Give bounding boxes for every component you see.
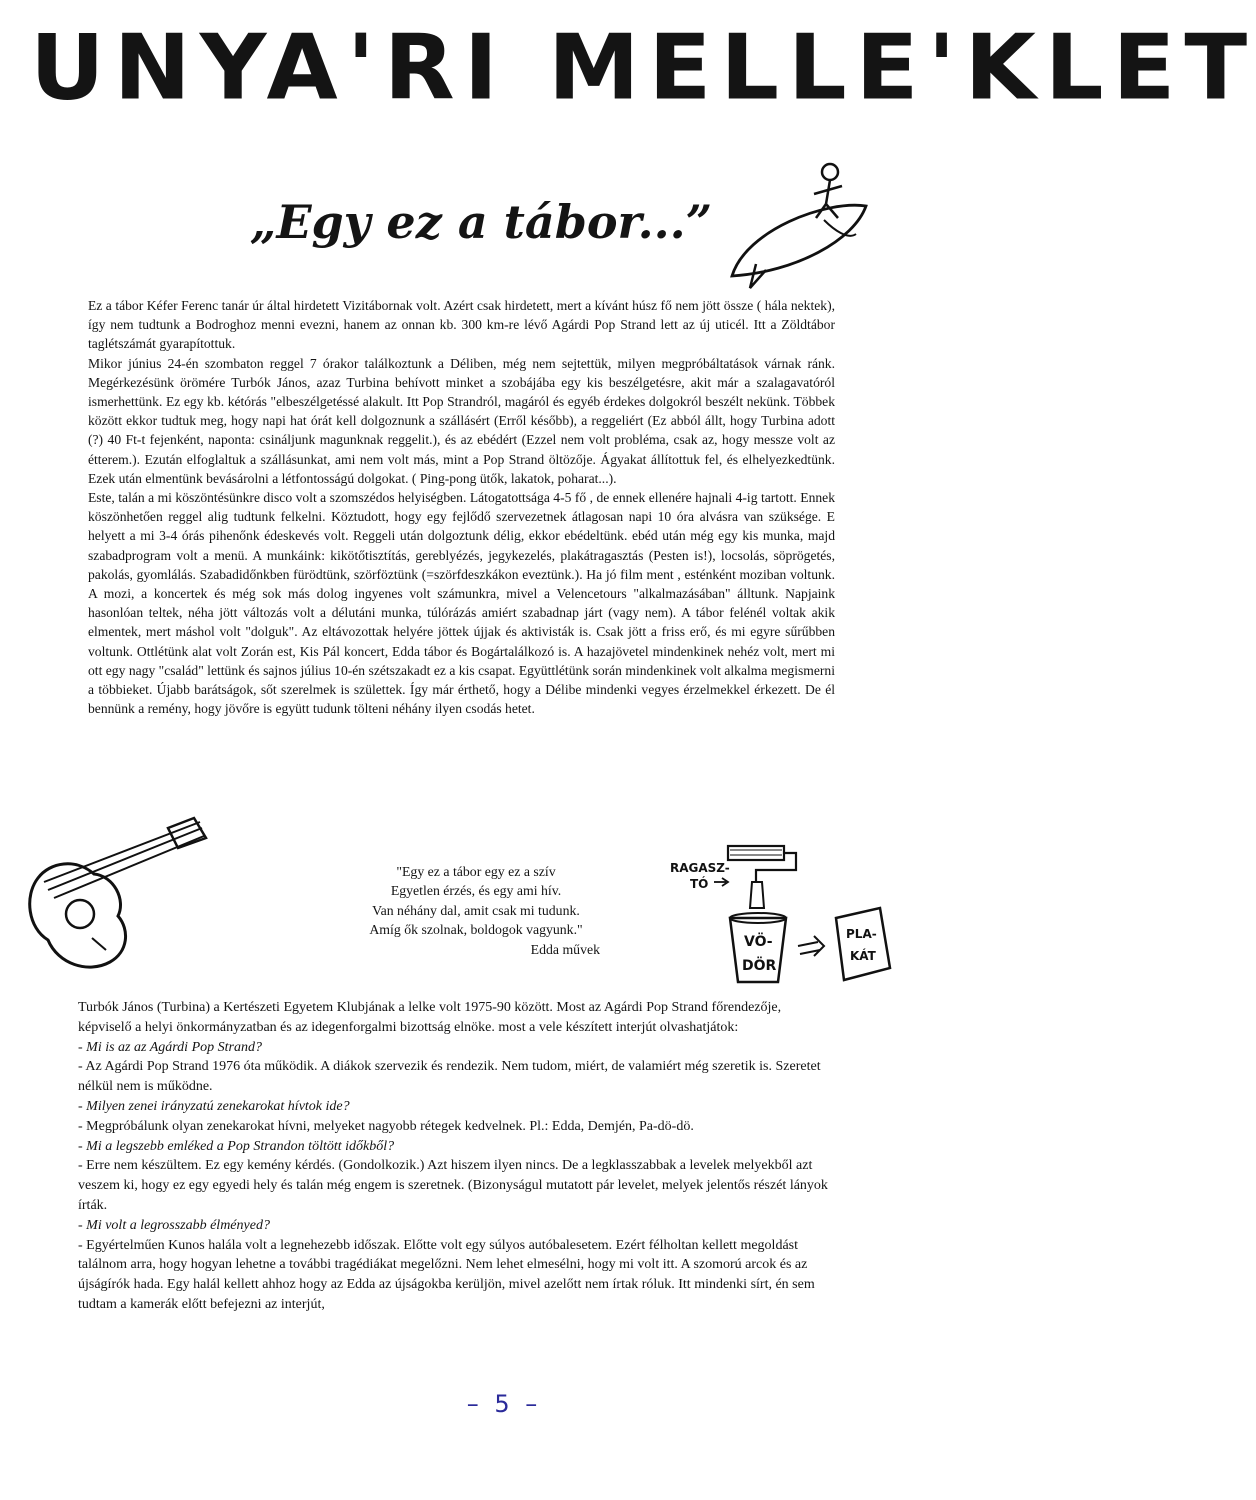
page-number: – 5 – bbox=[466, 1390, 542, 1418]
interview-question: - Mi is az az Agárdi Pop Strand? bbox=[78, 1039, 262, 1055]
interview-answer: - Az Agárdi Pop Strand 1976 óta működik. A diákok szervezik és rendezik. Nem tudom, miért, de valamiért még szeretik is. Szeretet nélkül nem is működne. bbox=[78, 1059, 821, 1095]
vodor-label: VÖ- bbox=[744, 934, 773, 950]
ragaszto-label-2: TÓ bbox=[690, 877, 709, 891]
article-paragraph: Ez a tábor Kéfer Ferenc tanár úr által hirdetett Vizitábornak volt. Azért csak hirdetett, mert a kívánt húsz fő nem jött össze ( hála nektek), így nem tudtunk a Bodroghoz menni evezni, hanem az onnan kb. 300 km-re lévő Agárdi Pop Strand lett az új uticél. Itt a Zöldtábor taglétszámát gyarapítottuk. bbox=[88, 298, 835, 352]
poem-line: "Egy ez a tábor egy ez a szív bbox=[396, 864, 556, 879]
interview-question: - Milyen zenei irányzatú zenekarokat hívtok ide? bbox=[78, 1098, 350, 1114]
poem-attribution: Edda művek bbox=[530, 941, 600, 957]
ragaszto-label: RAGASZ- bbox=[670, 861, 730, 875]
surfboard-rider-drawing bbox=[726, 160, 872, 292]
poem-line: Amíg ők szolnak, boldogok vagyunk." bbox=[369, 922, 583, 938]
interview-answer: - Egyértelműen Kunos halála volt a legnehezebb időszak. Előtte volt egy súlyos autóbalesetem. Ezért félholtan kellett megoldást találnom arra, hogy hogyan lehetne a további tragédiákat megelőzni. Nem lehet elmesélni, hogy mi volt itt. A szomorú arcok és az újságírók hada. Egy halál kellett ahhoz hogy az Edda az újságokba kerüljön, mivel azelőtt nem írtak róluk. Itt mindenki sírt, én sem tudtam a kamerák előtt befejezni az interjút, bbox=[78, 1237, 815, 1312]
interview-answer: - Megpróbálunk olyan zenekarokat hívni, melyeket nagyobb rétegek kedvelnek. Pl.: Edda, Demjén, Pa-dö-dö. bbox=[78, 1118, 694, 1134]
poem-quote bbox=[352, 862, 600, 959]
article-body bbox=[88, 296, 835, 718]
plakat-label: PLA- bbox=[846, 927, 877, 941]
masthead-title: UNYA'RI MELLE'KLET bbox=[30, 14, 1256, 120]
vodor-label-2: DÖR bbox=[742, 958, 777, 974]
interview-intro: Turbók János (Turbina) a Kertészeti Egyetem Klubjának a lelke volt 1975-90 között. Most az Agárdi Pop Strand főrendezője, képviselő a helyi önkormányzatban és az idegenforgalmi bizottság elnöke. most a vele készített interjút olvashatjátok: bbox=[78, 1000, 782, 1035]
poem-line: Egyetlen érzés, és egy ami hív. bbox=[390, 883, 562, 899]
article-paragraph: Mikor június 24-én szombaton reggel 7 órakor találkoztunk a Déliben, még nem sejtettük, milyen megpróbáltatások várnak ránk. Megérkezésünk örömére Turbók János, azaz Turbina behívott minket a szobájába egy kis beszélgetésre, akit már a szalagavatóról ismerhettünk. Ez egy kb. kétórás "elbeszélgetéssé alakult. Itt Pop Strandról, magáról és egyéb érdekes dolgokról beszélt nekünk. Többek között ekkor tudtuk meg, hogy napi hat órát kell dolgoznunk a szállásért (Erről később), a reggeliért (Ez abból állt, hogy Turbina adott (?) 40 Ft-t fejenként, naponta: csináljunk magunknak reggelit.), és az ebédért (Ezzel nem volt probléma, csak az, hogy messze volt az étterem.). Ezután elfoglaltuk a szállásunkat, ami nem volt más, mint a Pop Strand öltözője. Ágyakat állítottuk fel, és elhelyezkedtünk. Ezek után elmentünk bevásárolni a létfontosságú dolgokat. ( Ping-pong ütők, lakatok, poharat...). bbox=[88, 355, 835, 486]
poem-line: Van néhány dal, amit csak mi tudunk. bbox=[372, 902, 580, 918]
plakat-label-2: KÁT bbox=[850, 949, 876, 963]
interview-section bbox=[78, 998, 836, 1315]
interview-question: - Mi volt a legrosszabb élményed? bbox=[78, 1217, 270, 1233]
article-headline: „Egy ez a tábor...” bbox=[250, 195, 713, 249]
interview-answer: - Erre nem készültem. Ez egy kemény kérdés. (Gondolkozik.) Azt hiszem ilyen nincs. De a legklasszabbak a levelek melyekből azt veszem ki, hogy ez egy egyedi hely és talán még engem is szeretnek. (Bizonyságul mutatott pár levelet, melyek jelentős részét lányok írták. bbox=[78, 1158, 828, 1213]
glue-bucket-drawing bbox=[668, 842, 894, 1000]
article-paragraph: Este, talán a mi köszöntésünkre disco volt a szomszédos helyiségben. Látogatottsága 4-5 fő , de ennek ellenére hajnali 4-ig tartott. Ennek köszönhetően reggel alig tudtunk felkelni. Köztudott, hogy egy fejlődő szervezetnek átlagosan napi 10 óra alvásra van szüksége. E helyett a mi 3-4 órás pihenőnk édeskevés volt. Reggeli után dolgoztunk délig, ekkor ebédeltünk. ebéd után még egy kis munka, majd szabadprogram volt a menü. A munkáink: kikötőtisztítás, gereblyézés, jegykezelés, plakátragasztás (Pesten is!), locsolás, söprögetés, pakolás, gyomlálás. Szabadidőnkben fürödtünk, szörföztünk (=szörfdeszkákon eveztünk.). Ha jó film ment , esténként moziban voltunk. A mozi, a koncertek és még sok más dolog ingyenes volt számunkra, mivel a Velencetours "alkalmazásában" álltunk. Napjaink hasonlóan teltek, néha jött változás volt a délutáni munka, túlórázás amiért szabadnap járt (vagy nem). A tábor felénél voltak akik elmentek, mert máshol volt "dolguk". Az eltávozottak helyére jöttek újjak és aktivisták is. Csak jött a friss erő, és mi egyre sűrűbben voltunk. Ottlétünk alat volt Zorán est, Kis Pál koncert, Edda tábor és Bogártalálkozó is. A hazajövetel mindenkinek nehéz volt, mert mi ott egy nagy "család" lettünk és sajnos július 10-én szétszakadt ez a kis csapat. Együttlétünk során mindenkinek volt alkalma megismerni a többieket. Újabb barátságok, sőt szerelmek is születtek. Így már érthető, hogy a Délibe mindenki vegyes érzelmekkel érkezett. De él bennünk a remény, hogy jövőre is együtt tudunk tölteni néhány ilyen csodás hetet. bbox=[88, 490, 835, 717]
guitar-drawing bbox=[18, 818, 208, 980]
interview-question: - Mi a legszebb emléked a Pop Strandon töltött időkből? bbox=[78, 1138, 395, 1154]
